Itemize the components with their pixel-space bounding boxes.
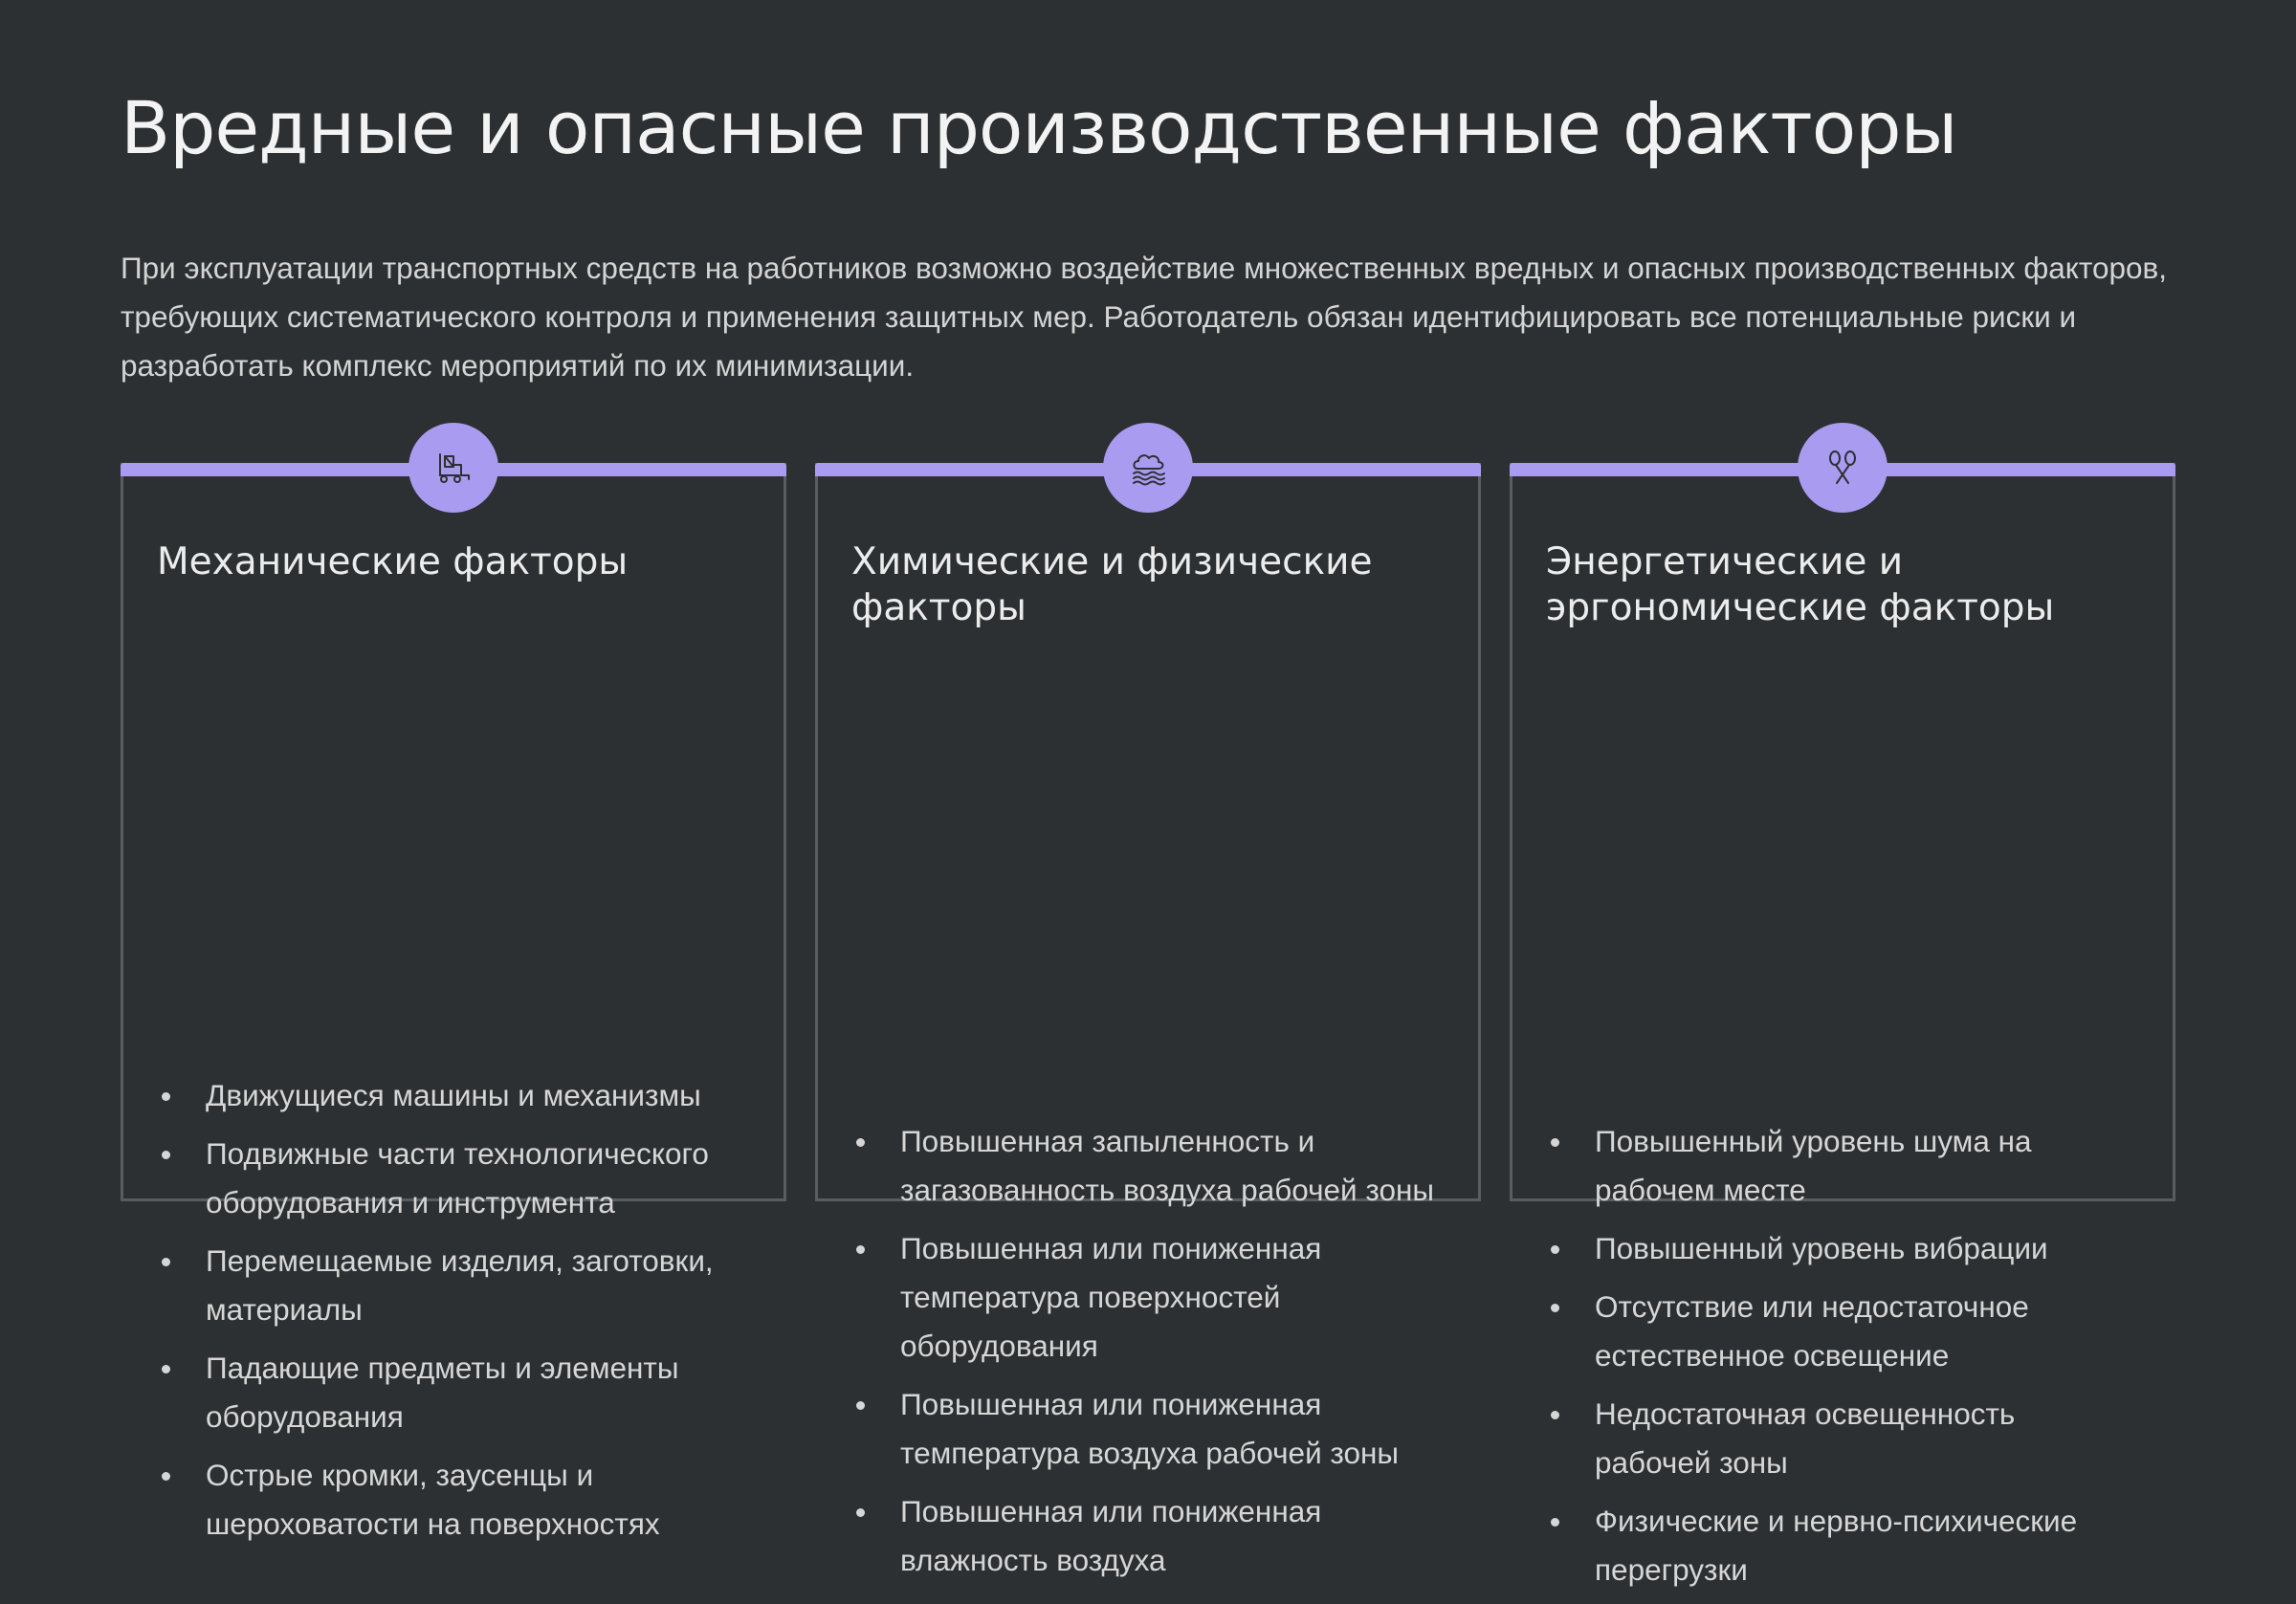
list-item: Подвижные части технологического оборудования и инструмента [157, 1130, 750, 1227]
card-bullet-list [1546, 1117, 2139, 1604]
list-item: Повышенная или пониженная температура воздуха рабочей зоны [851, 1380, 1445, 1478]
card-title: Химические и физические факторы [851, 540, 1373, 629]
card-title: Механические факторы [157, 540, 629, 583]
slide-title: Вредные и опасные производственные факторы [121, 85, 1957, 170]
forklift-icon [408, 423, 498, 513]
card-mechanical-factors [121, 463, 786, 1541]
list-item: Острые кромки, заусенцы и шероховатости на поверхностях [157, 1451, 750, 1549]
card-bullet-list [157, 1071, 750, 1558]
list-item: Физические и нервно-психические перегрузки [1546, 1497, 2139, 1594]
card-energy-ergonomic-factors [1510, 463, 2175, 1587]
crossed-tools-icon [1798, 423, 1888, 513]
card-bullet-list [851, 1117, 1445, 1594]
list-item: Повышенная или пониженная температура поверхностей оборудования [851, 1224, 1445, 1371]
card-title: Энергетические и эргономические факторы [1546, 540, 2055, 629]
list-item: Повышенный уровень вибрации [1546, 1224, 2139, 1273]
list-item: Отсутствие или недостаточное естественное освещение [1546, 1283, 2139, 1380]
list-item: Повышенная запыленность и загазованность воздуха рабочей зоны [851, 1117, 1445, 1215]
card-chemical-physical-factors [815, 463, 1481, 1577]
intro-paragraph: При эксплуатации транспортных средств на работников возможно воздействие множественных вредных и опасных производственных факторов, требующих систематического контроля и применения защитных мер. Работодатель обязан идентифицировать все потенциальные риски и разработать комплекс мероприятий по их минимизации. [121, 251, 2168, 383]
cloud-waves-icon [1103, 423, 1193, 513]
list-item: Недостаточная освещенность рабочей зоны [1546, 1390, 2139, 1487]
list-item: Повышенная или пониженная влажность воздуха [851, 1487, 1445, 1585]
list-item: Перемещаемые изделия, заготовки, материалы [157, 1237, 750, 1334]
list-item: Движущиеся машины и механизмы [157, 1071, 750, 1120]
list-item: Падающие предметы и элементы оборудования [157, 1344, 750, 1441]
list-item: Повышенный уровень шума на рабочем месте [1546, 1117, 2139, 1215]
